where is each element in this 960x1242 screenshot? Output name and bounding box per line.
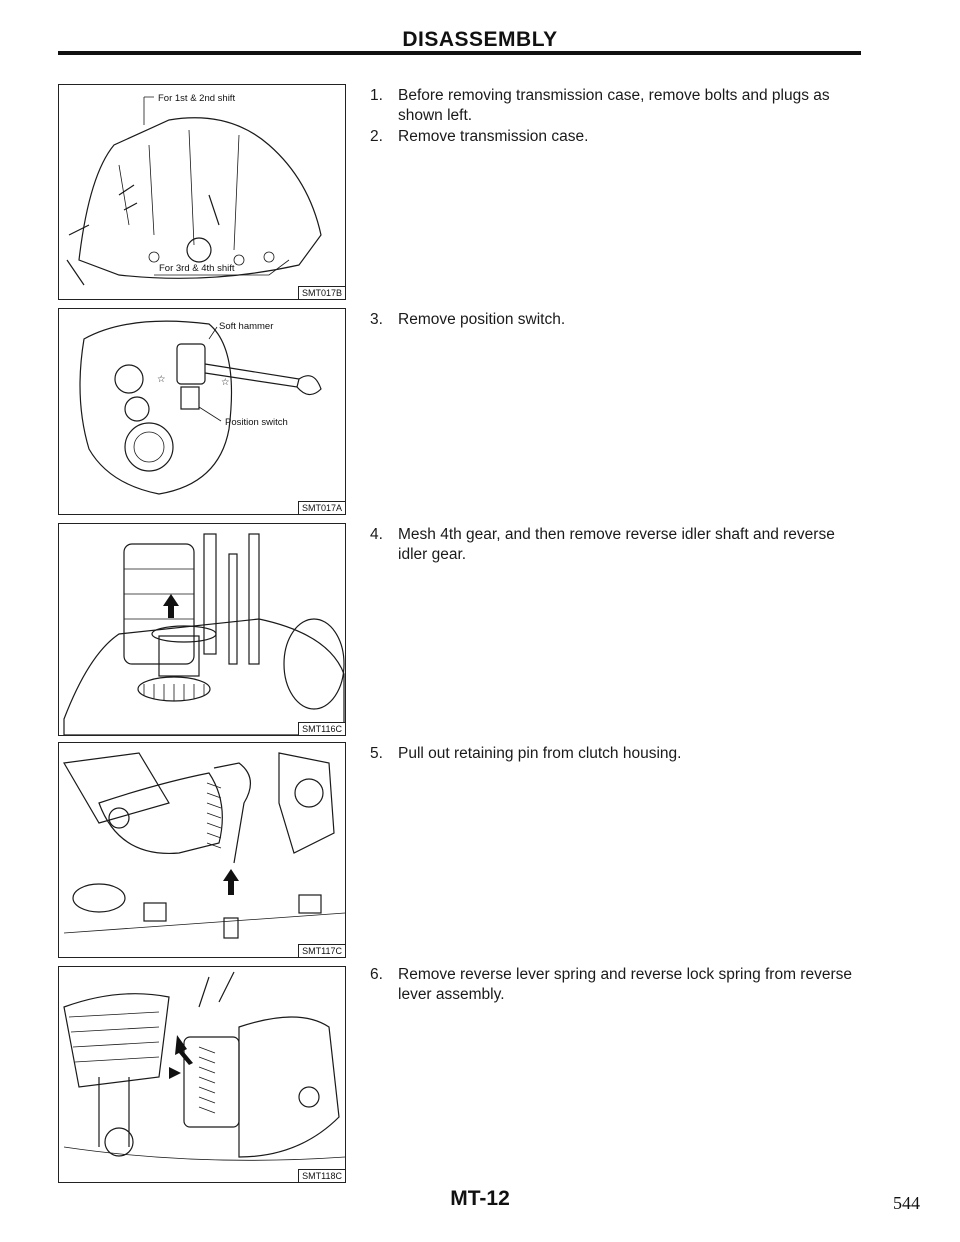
figure-code: SMT118C — [298, 1169, 345, 1182]
step-2 — [370, 127, 860, 147]
figure-code: SMT017B — [298, 286, 345, 299]
reverse-lever-spring-illustration — [59, 967, 345, 1182]
figure-smt116c — [58, 523, 346, 736]
transmission-case-bolts-illustration — [59, 85, 345, 299]
figure-smt017a — [58, 308, 346, 515]
step-text: Pull out retaining pin from clutch housing. — [398, 745, 682, 762]
step-3 — [370, 310, 860, 330]
step-number: 6. — [370, 966, 383, 983]
step-text: Remove reverse lever spring and reverse lock spring from reverse lever assembly. — [398, 966, 852, 1003]
step-number: 2. — [370, 128, 383, 145]
retaining-pin-illustration — [59, 743, 345, 957]
step-text: Mesh 4th gear, and then remove reverse idler shaft and reverse idler gear. — [398, 526, 835, 563]
reverse-idler-gear-illustration — [59, 524, 345, 735]
figure-smt118c — [58, 966, 346, 1183]
figure-code: SMT117C — [298, 944, 345, 957]
title-rule — [58, 51, 861, 55]
step-number: 4. — [370, 526, 383, 543]
page-title: DISASSEMBLY — [402, 28, 558, 51]
step-number: 1. — [370, 87, 383, 104]
figure-smt017b — [58, 84, 346, 300]
svg-text:☆: ☆ — [157, 374, 166, 385]
step-6 — [370, 965, 860, 1005]
step-number: 5. — [370, 745, 383, 762]
step-number: 3. — [370, 311, 383, 328]
svg-text:☆: ☆ — [221, 377, 230, 388]
figure-code: SMT116C — [298, 722, 345, 735]
figure-label-1st-2nd-shift: For 1st & 2nd shift — [158, 93, 236, 104]
step-1 — [370, 86, 860, 126]
figure-label-3rd-4th-shift: For 3rd & 4th shift — [159, 263, 235, 274]
position-switch-illustration — [59, 309, 345, 514]
figure-label-position-switch: Position switch — [225, 417, 288, 428]
step-5 — [370, 744, 860, 764]
figure-code: SMT017A — [298, 501, 345, 514]
section-page-label: MT-12 — [450, 1187, 510, 1210]
figure-label-soft-hammer: Soft hammer — [219, 321, 274, 332]
step-text: Before removing transmission case, remove bolts and plugs as shown left. — [398, 87, 830, 124]
step-text: Remove transmission case. — [398, 128, 589, 145]
page-number: 544 — [893, 1193, 920, 1213]
step-4 — [370, 525, 860, 565]
figure-smt117c — [58, 742, 346, 958]
step-text: Remove position switch. — [398, 311, 566, 328]
